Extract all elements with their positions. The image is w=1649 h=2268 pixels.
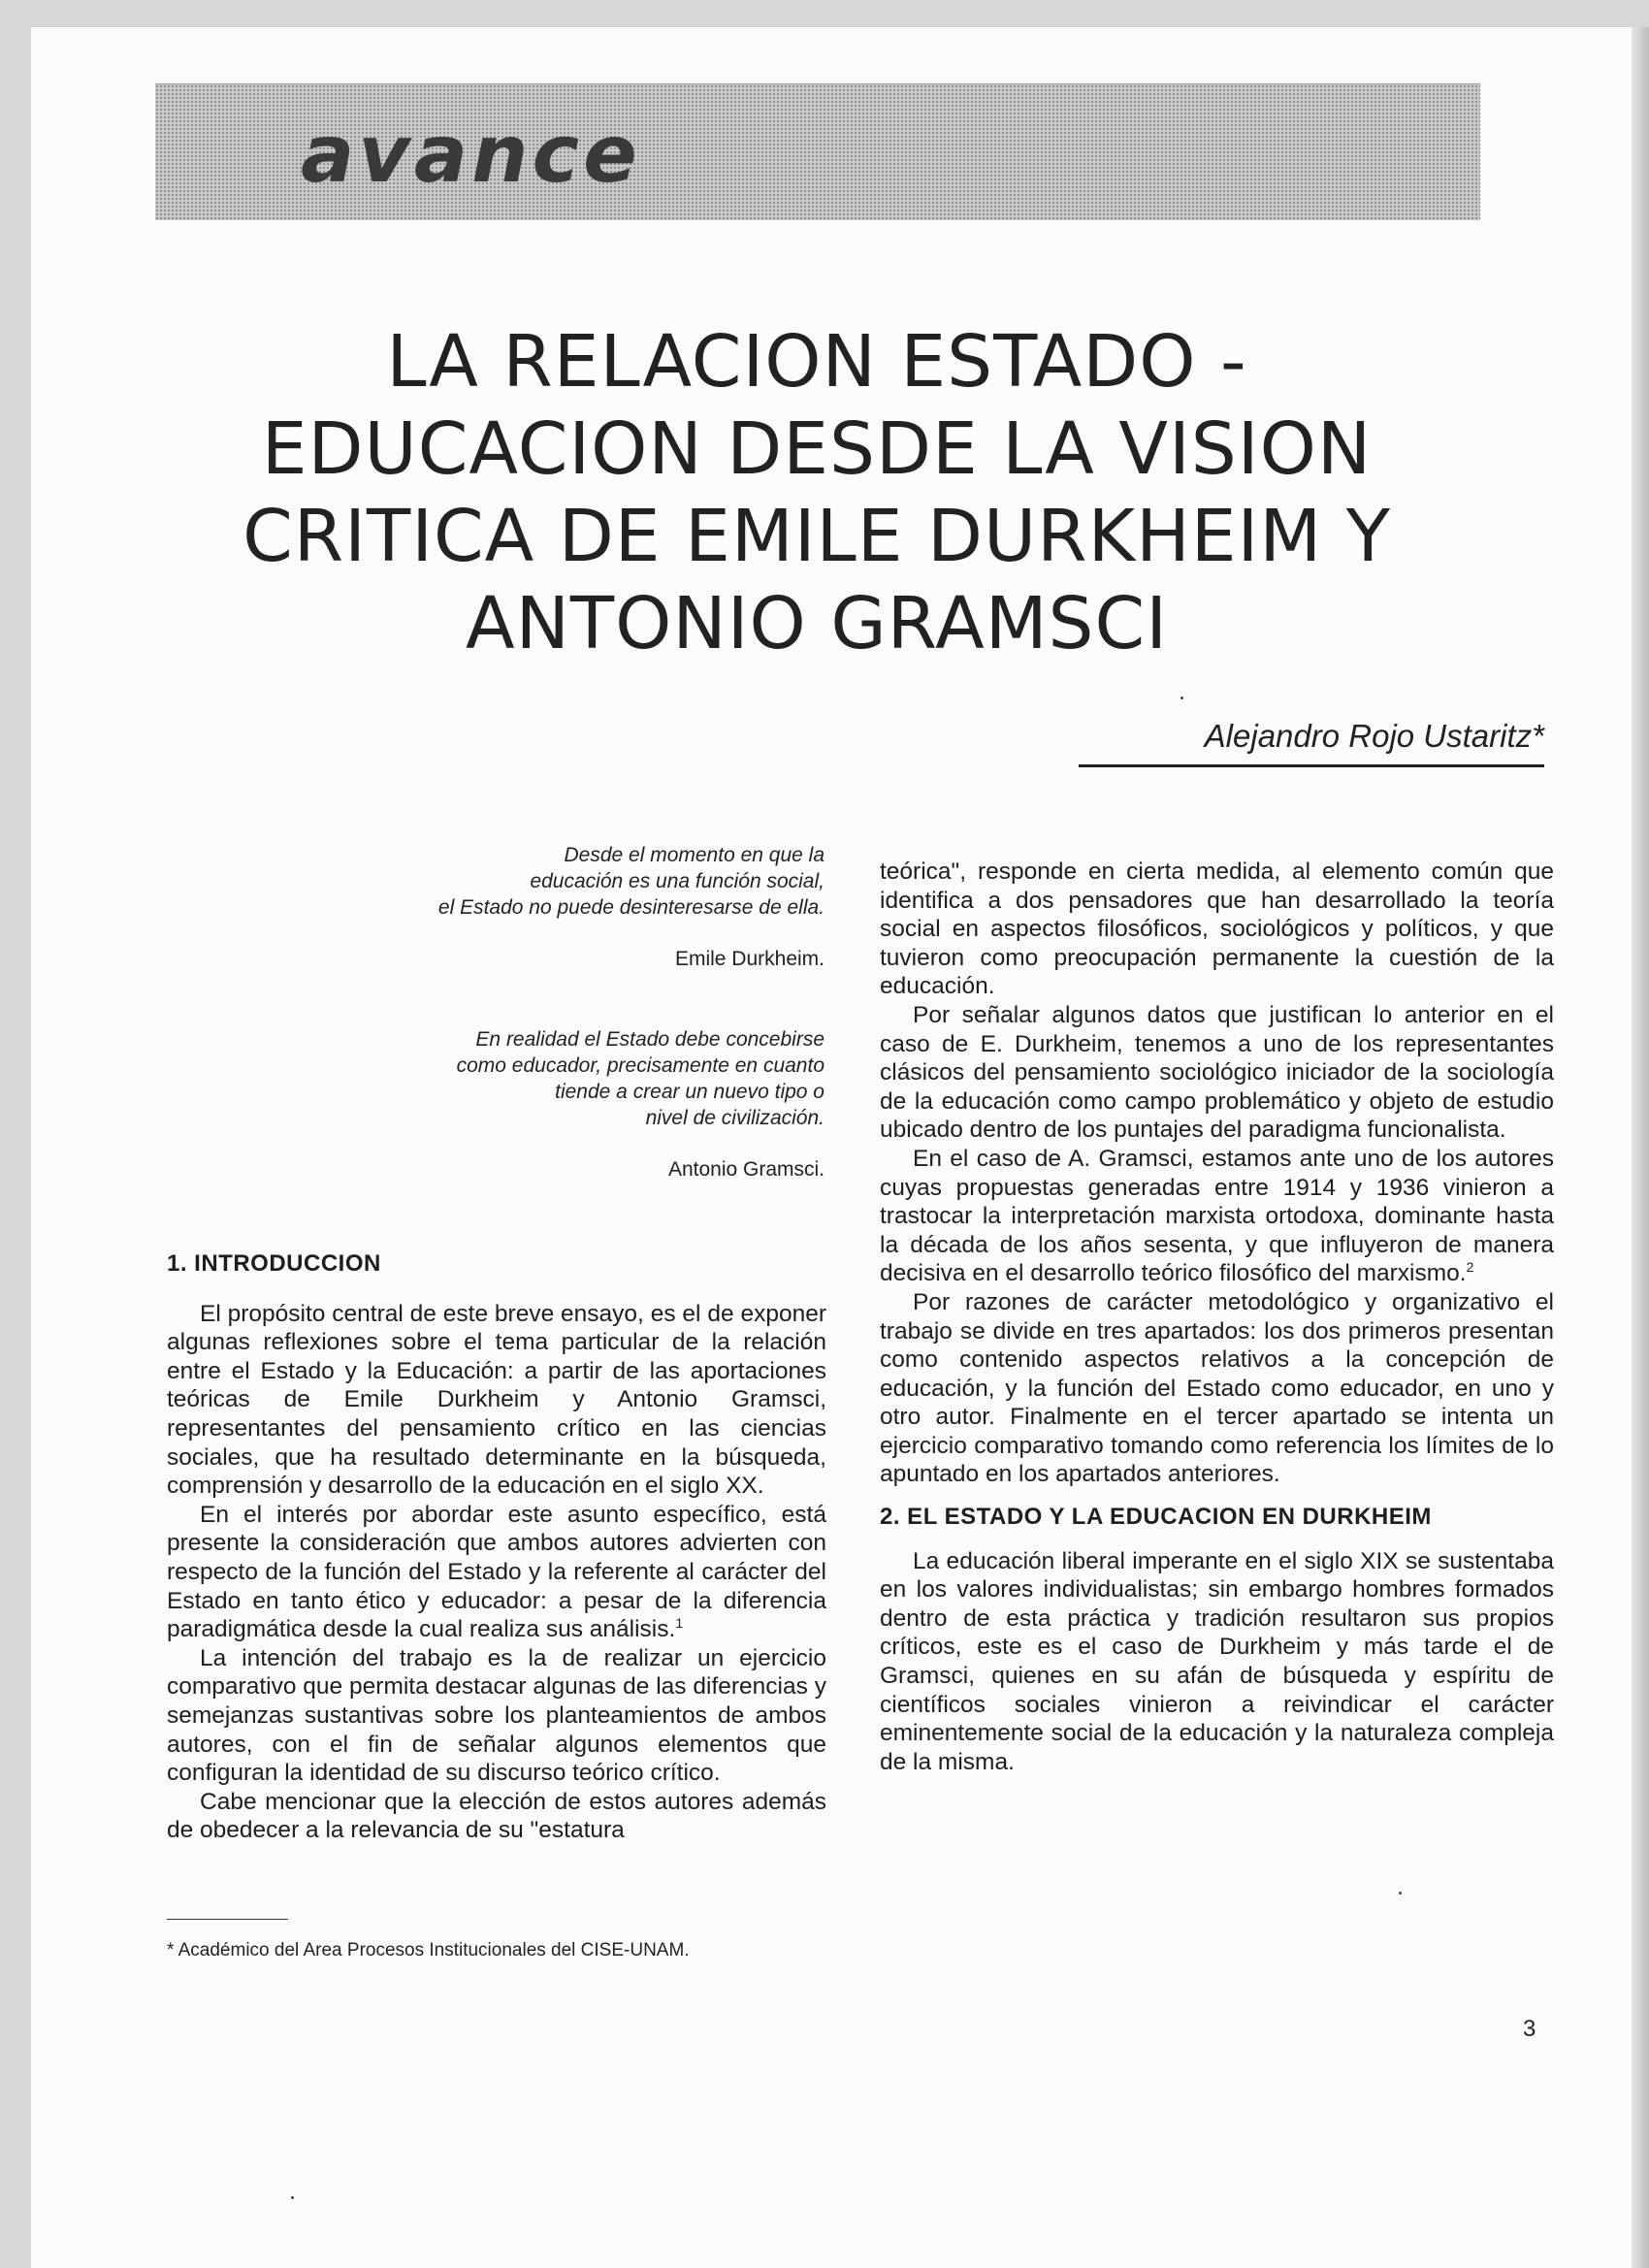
paragraph-continuation: teórica", responde en cierta medida, al elemento común que identifica a dos pensadores que han desarrollado la teoría social en aspectos filosóficos, sociológicos y políticos, y que tuvieron como preocupación permanente la cuestión de la educación. — [880, 859, 1554, 1000]
section-banner — [155, 83, 1480, 220]
scan-speck — [1180, 697, 1183, 699]
footnote: * Académico del Area Procesos Institucionales del CISE-UNAM. — [167, 1940, 690, 1960]
author-byline: Alejandro Rojo Ustaritz* — [1079, 718, 1544, 767]
title-line: CRITICA DE EMILE DURKHEIM Y — [242, 495, 1391, 578]
epigraph-quote: En realidad el Estado debe concebirse como educador, precisamente en cuanto tiende a crear un nuevo tipo o nivel de civilización. — [456, 1028, 824, 1129]
paragraph: La educación liberal imperante en el siglo XIX se sustentaba en los valores individualistas; sin embargo hombres formados dentro de esta práctica y tradición resultaron sus propios críticos, este es el caso de Durkheim y más tarde el de Gramsci, quienes en su afán de búsqueda y espíritu de científicos sociales vinieron a reivindicar el carácter eminentemente social de la educación y la naturaleza compleja de la misma. — [880, 1547, 1554, 1775]
section-heading-introduccion: 1. INTRODUCCION — [167, 1250, 381, 1277]
title-line: EDUCACION DESDE LA VISION — [261, 407, 1373, 491]
title-line: LA RELACION ESTADO - — [386, 320, 1247, 404]
left-column — [167, 1242, 826, 1845]
paragraph: Por señalar algunos datos que justifican lo anterior en el caso de E. Durkheim, tenemos a uno de los representantes clásicos del pensamiento sociológico iniciador de la sociología de la educación como campo problemático y objeto de estudio ubicado dentro de los puntajes del paradigma funcionalista. — [880, 1001, 1554, 1144]
footnote-divider — [167, 1919, 288, 1920]
paragraph: Cabe mencionar que la elección de estos autores además de obedecer a la relevancia de su "estatura — [167, 1788, 826, 1844]
epigraph-attribution: Antonio Gramsci. — [667, 1158, 824, 1181]
paragraph — [880, 1145, 1554, 1288]
epigraph-attribution: Emile Durkheim. — [674, 948, 824, 970]
paragraph — [167, 1501, 826, 1644]
page-number: 3 — [1523, 2016, 1536, 2042]
epigraph-durkheim — [322, 842, 824, 972]
scan-speck — [1399, 1892, 1402, 1895]
paragraph: La intención del trabajo es la de realizar un ejercicio comparativo que permita destacar algunas de las diferencias y semejanzas sustantivas sobre los planteamientos de ambos autores, con el fin de señalar algunos elementos que configuran la identidad de su discurso teórico crítico. — [167, 1644, 826, 1787]
footnote-ref: 1 — [675, 1614, 684, 1631]
paragraph-text: En el caso de A. Gramsci, estamos ante uno de los autores cuyas propuestas generadas entre 1914 y 1936 vinieron a trastocar la interpretación marxista ortodoxa, dominante hasta la década de los años sesenta, y que influyeron de manera decisiva en el desarrollo teórico filosófico del marxismo. — [880, 1145, 1554, 1287]
title-line: ANTONIO GRAMSCI — [465, 582, 1169, 665]
paragraph-text: En el interés por abordar este asunto específico, está presente la consideración que ambos autores advierten con respecto de la función del Estado y la referente al carácter del Estado en tanto ético y educador: a pesar de la diferencia paradigmática desde la cual realiza sus análisis. — [167, 1501, 826, 1643]
right-column — [880, 858, 1554, 1776]
document-page — [31, 27, 1649, 2268]
paragraph: El propósito central de este breve ensayo, es el de exponer algunas reflexiones sobre el tema particular de la relación entre el Estado y la Educación: a partir de las aportaciones teóricas de Emile Durkheim y Antonio Gramsci, representantes del pensamiento crítico en las ciencias sociales, que ha resultado determinante en la búsqueda, comprensión y desarrollo de la educación en el siglo XX. — [167, 1300, 826, 1500]
scan-speck — [291, 2196, 294, 2199]
epigraph-quote: Desde el momento en que la educación es una función social, el Estado no puede desinteresarse de ella. — [437, 844, 824, 919]
footnote-ref: 2 — [1466, 1259, 1474, 1276]
article-title — [128, 318, 1505, 667]
paragraph: Por razones de carácter metodológico y organizativo el trabajo se divide en tres apartados: los dos primeros presentan como contenido aspectos relativos a la concepción de educación, y la función del Estado como educador, en uno y otro autor. Finalmente en el tercer apartado se intenta un ejercicio comparativo tomando como referencia los límites de lo apuntado en los apartados anteriores. — [880, 1288, 1554, 1488]
epigraph-gramsci — [322, 1026, 824, 1183]
section-heading-durkheim: 2. EL ESTADO Y LA EDUCACION EN DURKHEIM — [880, 1504, 1432, 1531]
page-edge-shadow — [1632, 27, 1649, 2268]
banner-label: avance — [301, 109, 641, 201]
